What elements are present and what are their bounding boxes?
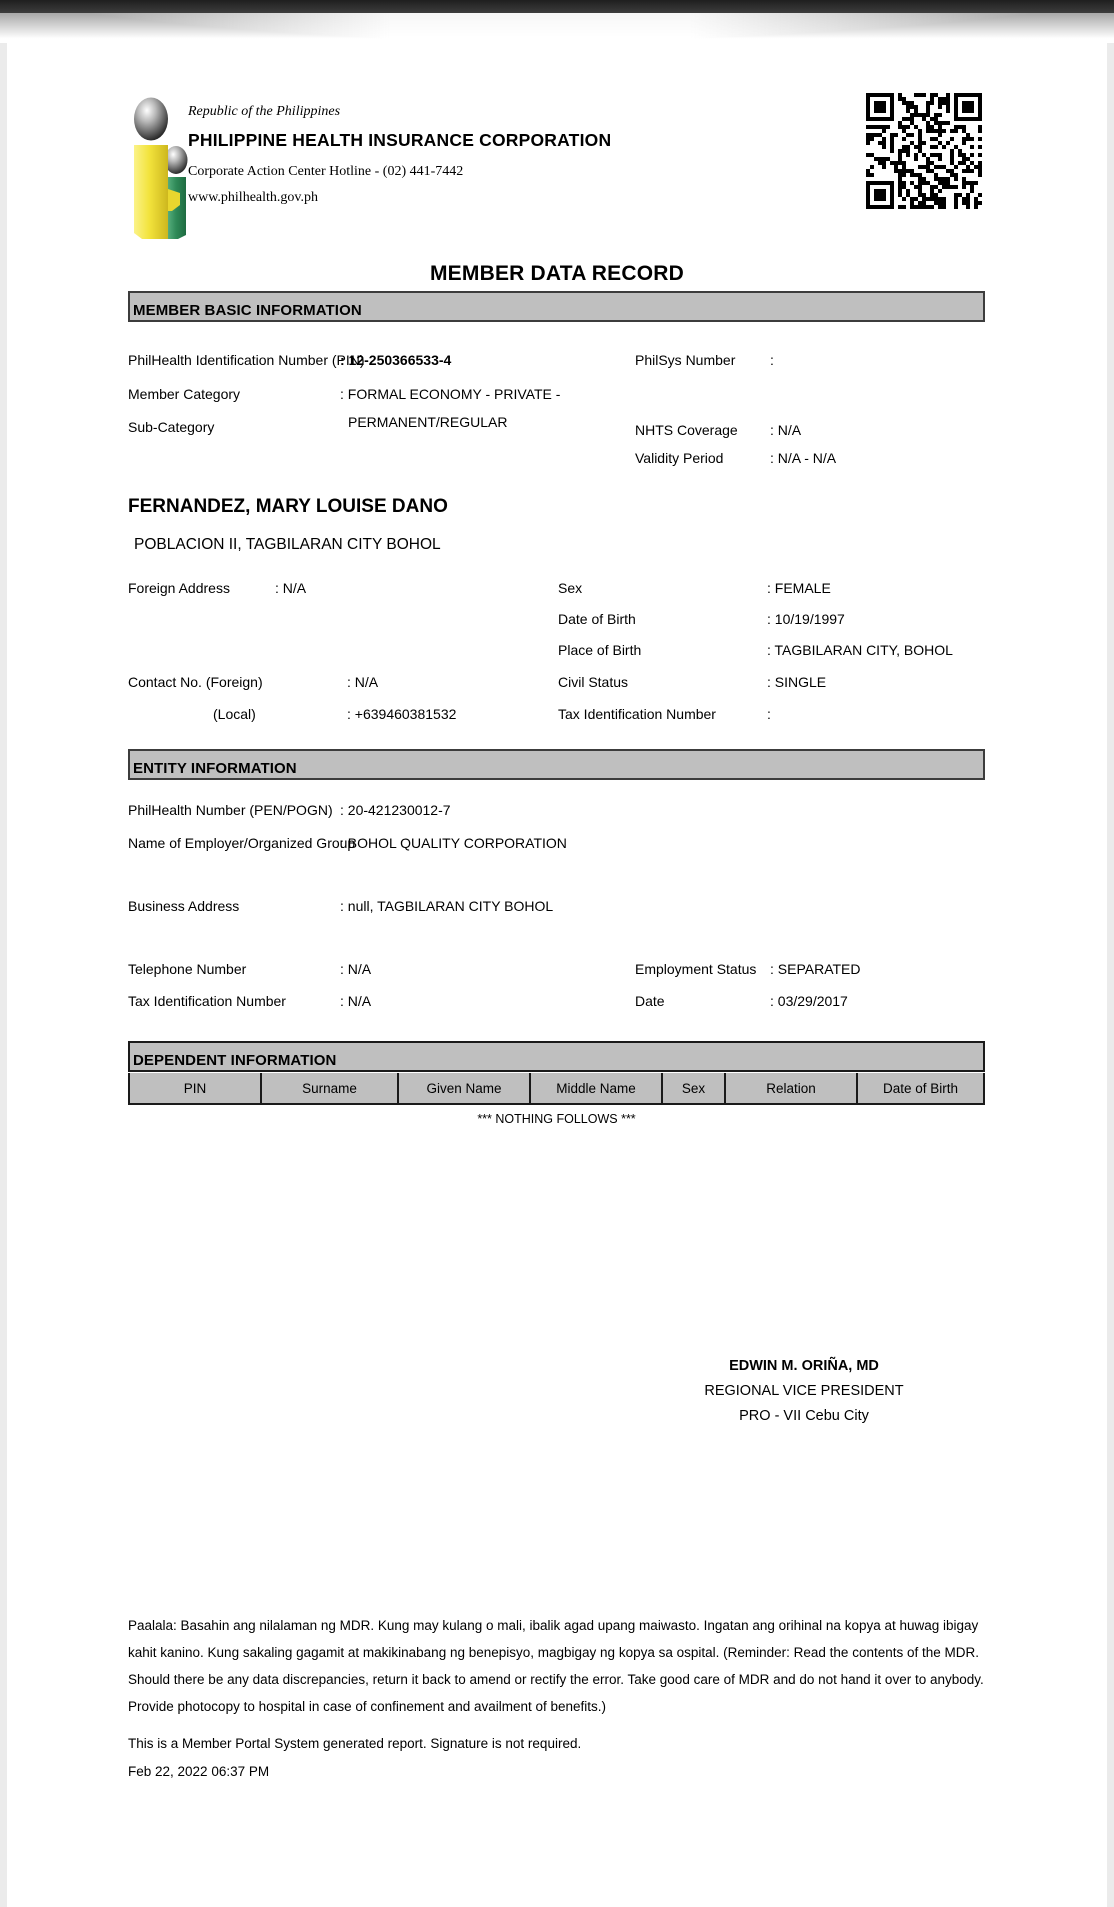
contact-foreign-value: : N/A <box>347 674 379 690</box>
member-name: FERNANDEZ, MARY LOUISE DANO <box>128 496 448 517</box>
pin-value: : 12-250366533-4 <box>340 352 452 368</box>
pen-label: PhilHealth Number (PEN/POGN) <box>128 802 333 818</box>
entity-date-label: Date <box>635 993 665 1009</box>
nhts-coverage-label: NHTS Coverage <box>635 422 738 438</box>
place-of-birth-value: : TAGBILARAN CITY, BOHOL <box>767 642 953 658</box>
member-category-value: : FORMAL ECONOMY - PRIVATE - <box>340 386 561 402</box>
telephone-label: Telephone Number <box>128 961 247 977</box>
dependent-col-pin: PIN <box>130 1073 262 1103</box>
sex-value: : FEMALE <box>767 580 831 596</box>
telephone-value: : N/A <box>340 961 372 977</box>
employment-status-label: Employment Status <box>635 961 757 977</box>
signature-block <box>618 1358 990 1424</box>
dependent-col-given-name: Given Name <box>399 1073 531 1103</box>
entity-date-value: : 03/29/2017 <box>770 993 848 1009</box>
hotline-line: Corporate Action Center Hotline - (02) 441-7442 <box>188 164 464 179</box>
dependent-col-sex: Sex <box>663 1073 726 1103</box>
foreign-address-value: : N/A <box>275 580 307 596</box>
civil-status-label: Civil Status <box>558 674 629 690</box>
contact-local-value: : +639460381532 <box>347 706 457 722</box>
employer-value: : BOHOL QUALITY CORPORATION <box>340 835 567 851</box>
left-page-gutter <box>0 43 7 1907</box>
republic-line: Republic of the Philippines <box>188 104 341 119</box>
pin-label: PhilHealth Identification Number (PIN) <box>128 352 365 368</box>
contact-foreign-label: Contact No. (Foreign) <box>128 674 263 690</box>
employment-status-value: : SEPARATED <box>770 961 861 977</box>
member-basic-section-bar <box>128 291 985 322</box>
corporation-name: PHILIPPINE HEALTH INSURANCE CORPORATION <box>188 130 612 150</box>
footer-generated-note: This is a Member Portal System generated report. Signature is not required. <box>128 1736 582 1751</box>
footer-timestamp: Feb 22, 2022 06:37 PM <box>128 1764 270 1779</box>
member-tin-value: : <box>767 706 771 722</box>
member-category-value-line2: PERMANENT/REGULAR <box>348 414 508 430</box>
member-address: POBLACION II, TAGBILARAN CITY BOHOL <box>134 536 441 553</box>
entity-section-bar <box>128 749 985 780</box>
entity-tin-value: : N/A <box>340 993 372 1009</box>
member-category-label: Member Category <box>128 386 241 402</box>
dependent-col-surname: Surname <box>262 1073 399 1103</box>
sub-category-label: Sub-Category <box>128 419 215 435</box>
qr-code <box>866 93 982 209</box>
signatory-position: REGIONAL VICE PRESIDENT <box>704 1383 904 1399</box>
dependent-section-title: DEPENDENT INFORMATION <box>133 1052 337 1069</box>
foreign-address-label: Foreign Address <box>128 580 230 596</box>
philsys-value: : <box>770 352 774 368</box>
employer-label: Name of Employer/Organized Group <box>128 835 356 851</box>
date-of-birth-label: Date of Birth <box>558 611 636 627</box>
dependent-col-relation: Relation <box>726 1073 858 1103</box>
contact-local-label: (Local) <box>213 706 256 722</box>
right-page-gutter <box>1107 43 1114 1907</box>
dependent-col-middle-name: Middle Name <box>531 1073 663 1103</box>
validity-period-label: Validity Period <box>635 450 724 466</box>
footer-notice: Paalala: Basahin ang nilalaman ng MDR. Kung may kulang o mali, ibalik agad upang maiwasto. Ingatan ang orihinal na kopya at huwag ibigay kahit kanino. Kung sakaling gagamit at makikinabang ng benepisyo, magbigay ng kopya sa ospital. (Reminder: Read the contents of the MDR. Should there be any data discrepancies, return it back to amend or rectify the error. Take good care of MDR and do not hand it over to anybody. Provide photocopy to hospital in case of confinement and availment of benefits.) <box>128 1618 984 1714</box>
signatory-office: PRO - VII Cebu City <box>739 1408 869 1424</box>
civil-status-value: : SINGLE <box>767 674 827 690</box>
top-shadow-highlight <box>0 13 1114 43</box>
nothing-follows-text: *** NOTHING FOLLOWS *** <box>477 1112 636 1126</box>
place-of-birth-label: Place of Birth <box>558 642 642 658</box>
website-line: www.philhealth.gov.ph <box>188 190 318 205</box>
nhts-coverage-value: : N/A <box>770 422 802 438</box>
dependent-col-date-of-birth: Date of Birth <box>882 1080 959 1096</box>
page-title: MEMBER DATA RECORD <box>429 262 685 285</box>
dependent-table-header-row <box>128 1073 985 1105</box>
philsys-label: PhilSys Number <box>635 352 736 368</box>
business-address-label: Business Address <box>128 898 240 914</box>
validity-period-value: : N/A - N/A <box>770 450 837 466</box>
member-tin-label: Tax Identification Number <box>558 706 716 722</box>
sex-label: Sex <box>558 580 583 596</box>
entity-tin-label: Tax Identification Number <box>128 993 286 1009</box>
pen-value: : 20-421230012-7 <box>340 802 451 818</box>
business-address-value: : null, TAGBILARAN CITY BOHOL <box>340 898 554 914</box>
top-shadow-band <box>0 0 1114 13</box>
dependent-section-bar <box>128 1041 985 1072</box>
signatory-name: EDWIN M. ORIÑA, MD <box>729 1358 879 1374</box>
date-of-birth-value: : 10/19/1997 <box>767 611 845 627</box>
philhealth-logo <box>126 93 190 239</box>
entity-section-title: ENTITY INFORMATION <box>133 760 297 777</box>
member-basic-section-title: MEMBER BASIC INFORMATION <box>133 302 362 319</box>
